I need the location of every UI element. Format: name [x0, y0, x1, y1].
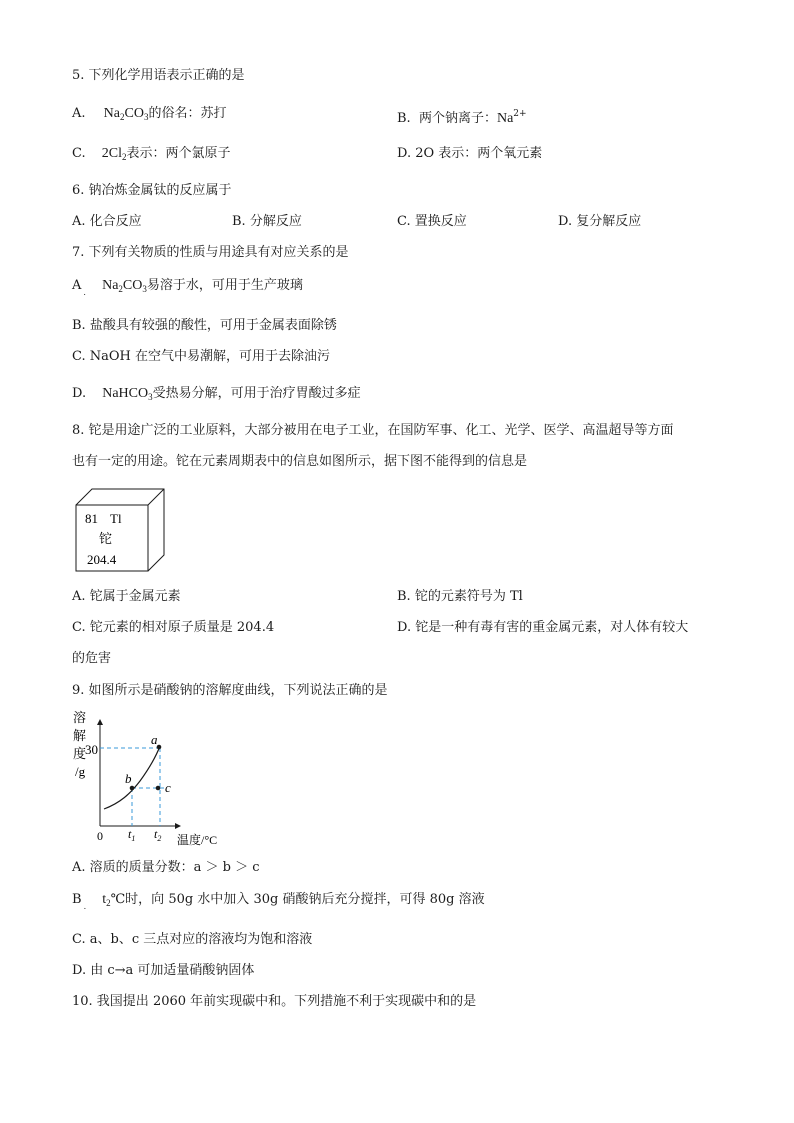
- q5-option-c: C. $2Cl_2$表示：两个氯原子: [72, 146, 231, 162]
- element-cell-figure: [70, 487, 170, 577]
- label-a: a: [151, 732, 158, 747]
- q9-option-a: A. 溶质的质量分数：a ＞ b ＞ c: [72, 860, 260, 875]
- y-label-char-4: /g: [75, 764, 86, 779]
- element-symbol: Tl: [110, 511, 122, 526]
- x-tick-t1: $t_1$: [128, 827, 136, 843]
- label-b: b: [125, 771, 132, 786]
- origin-label: 0: [97, 829, 103, 843]
- element-atomic-number: 81: [85, 511, 98, 526]
- element-name: 铊: [99, 531, 113, 546]
- x-axis-label: 温度/°C: [177, 833, 218, 847]
- q5-option-a-letter: A.: [72, 106, 86, 121]
- y-label-char-1: 溶: [73, 710, 87, 725]
- y-label-char-2: 解: [73, 728, 87, 743]
- q8-option-a: A. 铊属于金属元素: [72, 589, 181, 604]
- q8-stem-line1: 8. 铊是用途广泛的工业原料，大部分被用在电子工业，在国防军事、化工、光学、医学、高温超导等方面: [72, 423, 674, 438]
- q8-option-d-line2: 的危害: [72, 651, 112, 666]
- q7-option-c: C. NaOH 在空气中易潮解，可用于去除油污: [72, 349, 331, 364]
- q6-option-a: A. 化合反应: [72, 214, 142, 229]
- q5-option-b: B. 两个钠离子：$Na^{2+}$: [397, 109, 527, 126]
- q9-option-c: C. a、b、c 三点对应的溶液均为饱和溶液: [72, 932, 313, 947]
- q9-option-d: D. 由 c→a 可加适量硝酸钠固体: [72, 963, 255, 978]
- q5-option-a: A. $Na_2CO_3$的俗名：苏打: [72, 106, 227, 122]
- q9-stem: 9. 如图所示是硝酸钠的溶解度曲线，下列说法正确的是: [72, 683, 388, 698]
- point-b: [130, 786, 135, 791]
- y-tick-30: 30: [85, 742, 98, 757]
- solubility-curve-graph: [68, 706, 238, 854]
- q6-stem: 6. 钠冶炼金属钛的反应属于: [72, 183, 232, 198]
- q8-option-c: C. 铊元素的相对原子质量是 204.4: [72, 620, 275, 635]
- q8-option-d-line1: D. 铊是一种有毒有害的重金属元素，对人体有较大: [397, 620, 689, 635]
- q7-option-a: A $_.$ $Na_2CO_3$易溶于水，可用于生产玻璃: [72, 278, 303, 297]
- label-c: c: [165, 780, 171, 795]
- q9-option-b: B $_.$ $t_2℃$时，向 50g 水中加入 30g 硝酸钠后充分搅拌，可得 80g 溶液: [72, 892, 485, 911]
- q7-option-b: B. 盐酸具有较强的酸性，可用于金属表面除锈: [72, 318, 337, 333]
- q5-option-d: D. 2O 表示：两个氧元素: [397, 146, 543, 161]
- q8-stem-line2: 也有一定的用途。铊在元素周期表中的信息如图所示，据下图不能得到的信息是: [72, 454, 528, 469]
- q5-option-c-formula: $2Cl_2$: [101, 146, 127, 162]
- solubility-curve: [104, 746, 160, 809]
- q7-option-d: D. NaHCO$_3$受热易分解，可用于治疗胃酸过多症: [72, 386, 361, 402]
- q6-option-c: C. 置换反应: [397, 214, 467, 229]
- q5-option-a-formula: $Na_2CO_3$: [103, 106, 149, 122]
- point-c: [156, 786, 161, 791]
- q7-stem: 7. 下列有关物质的性质与用途具有对应关系的是: [72, 245, 349, 260]
- y-label-char-3: 度: [73, 746, 87, 761]
- q5-stem: 5. 下列化学用语表示正确的是: [72, 68, 245, 83]
- q8-option-b: B. 铊的元素符号为 Tl: [397, 589, 523, 604]
- q10-stem: 10. 我国提出 2060 年前实现碳中和。下列措施不利于实现碳中和的是: [72, 994, 477, 1009]
- x-tick-t2: $t_2$: [154, 827, 162, 843]
- q6-option-d: D. 复分解反应: [558, 214, 642, 229]
- element-mass: 204.4: [87, 552, 117, 567]
- q6-option-b: B. 分解反应: [232, 214, 302, 229]
